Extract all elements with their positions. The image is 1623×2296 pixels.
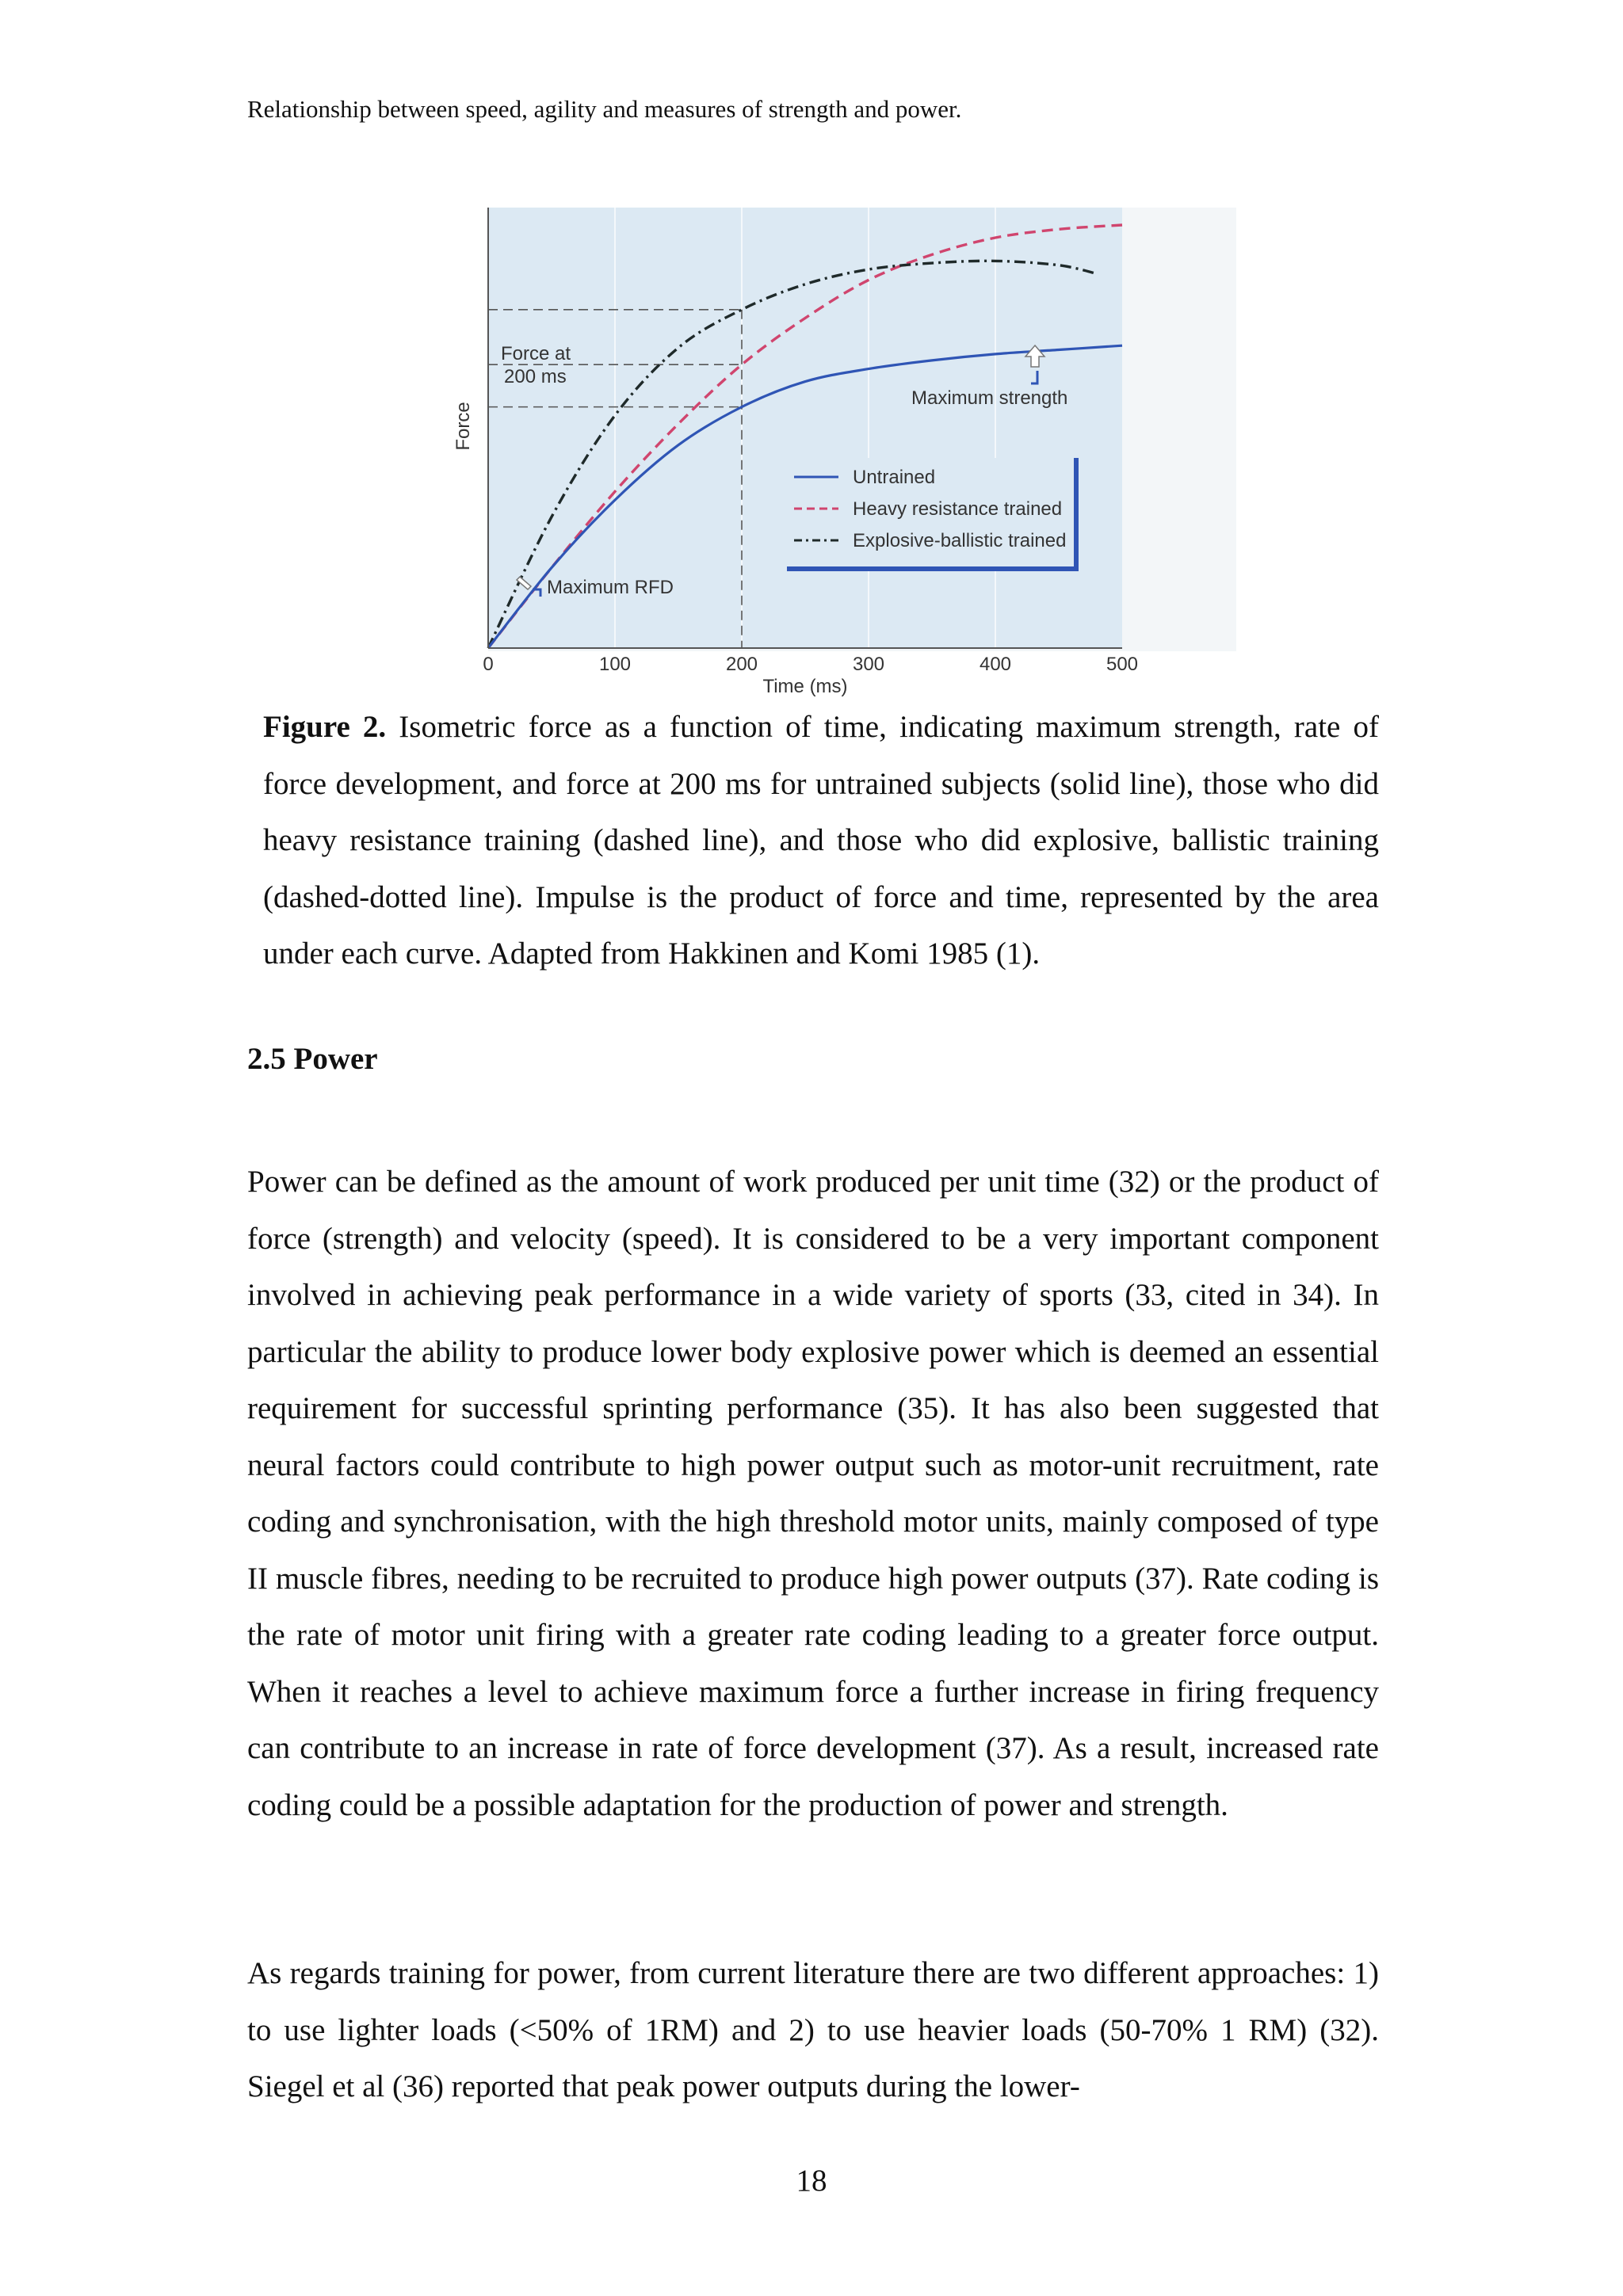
x-tick-100: 100 [598, 654, 632, 675]
legend-label-1: Heavy resistance trained [853, 498, 1063, 520]
x-tick-500: 500 [1106, 654, 1139, 675]
body-paragraph-1: Power can be defined as the amount of work produced per unit time (32) or the product of force (strength) and velocity (speed). It is considered to be a very important component involved in achieving peak performance in a wide variety of sports (33, cited in 34). In particular the ability to produce lower body explosive power which is deemed an essential requirement for successful sprinting performance (35). It has also been suggested that neural factors could contribute to high power output such as motor-unit recruitment, rate coding and synchronisation, with the high threshold motor units, mainly composed of type II muscle fibres, needing to be recruited to produce high power outputs (37). Rate coding is the rate of motor unit firing with a greater rate coding leading to a greater force output. When it reaches a level to achieve maximum force a further increase in firing frequency can contribute to an increase in rate of force development (37). As a result, increased rate coding could be a possible adaptation for the production of power and strength. [247, 1165, 1379, 1822]
force-time-chart [444, 204, 1236, 704]
figure-chart [444, 204, 1236, 704]
figure-caption-label: Figure 2. [263, 710, 387, 744]
max-rfd-label: Maximum RFD [547, 577, 674, 598]
x-tick-labels [483, 654, 1138, 675]
max-strength-label: Maximum strength [911, 387, 1068, 409]
force-at-200-label-line1: Force at [501, 343, 571, 364]
legend [786, 458, 1076, 569]
running-header: Relationship between speed, agility and measures of strength and power. [247, 95, 962, 123]
page-number: 18 [796, 2164, 827, 2198]
x-tick-300: 300 [852, 654, 885, 675]
x-tick-200: 200 [725, 654, 758, 675]
legend-label-2: Explosive-ballistic trained [853, 530, 1067, 551]
legend-label-0: Untrained [853, 467, 936, 488]
x-tick-0: 0 [483, 654, 494, 675]
figure-caption-text: Isometric force as a function of time, indicating maximum strength, rate of force development, and force at 200 ms for untrained subjects (solid line), those who did heavy resistance training (dashed line), and those who did explosive, ballistic training (dashed-dotted line). Impulse is the product of force and time, represented by the area under each curve. Adapted from Hakkinen and Komi 1985 (1). [263, 710, 1379, 971]
x-axis-label: Time (ms) [762, 676, 848, 697]
y-axis-label: Force [453, 402, 474, 451]
force-at-200-label-line2: 200 ms [504, 366, 567, 387]
x-tick-400: 400 [979, 654, 1012, 675]
figure-caption [263, 699, 1379, 982]
body-paragraph-2: As regards training for power, from current literature there are two different approaches: 1) to use lighter loads (<50% of 1RM) and 2) to use heavier loads (50-70% 1 RM) (32). Siegel et al (36) reported that peak power outputs during the lower- [247, 1956, 1379, 2103]
section-heading: 2.5 Power [247, 1042, 378, 1076]
